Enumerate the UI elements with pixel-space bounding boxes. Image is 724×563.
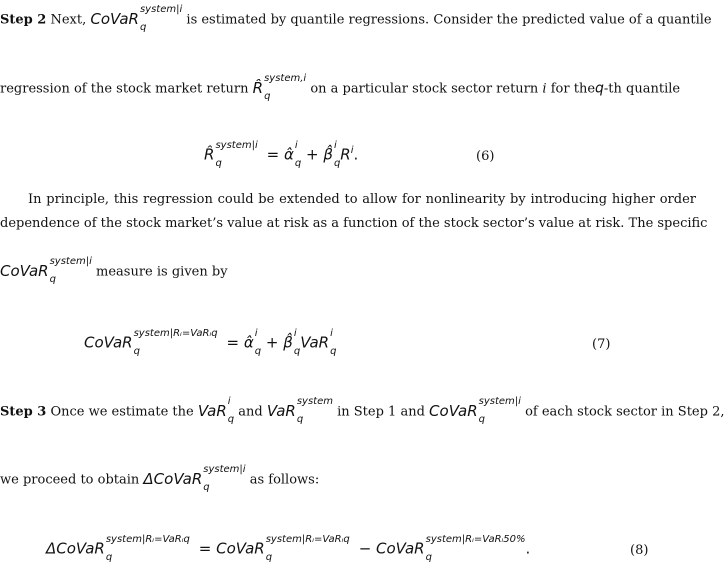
step2-line2-i: i [542,81,547,97]
step3-line-1: Step 3 Once we estimate the VaR i q and VaR system q in Step 1 and CoVaR system|i q of each stock sector in Step 2, [0,396,724,425]
equation-8: ΔCoVaR system|Rᵢ=VaRᵢq q = CoVaR system|Rᵢ=VaRᵢq q − CoVaR system|Rᵢ=VaRᵢ50% q . [46,534,531,563]
step3-line-2: we proceed to obtain ΔCoVaR system|i q as follows: [0,464,320,493]
para-line-3-text: measure is given by [96,264,228,280]
equation-7-number: (7) [592,337,611,352]
step2-line-1 [0,4,712,33]
step2-label: Step 2 [0,12,47,28]
r-hat-symbol: R̂ system,i q [252,73,307,102]
step2-line2-pre: regression of the stock market return [0,81,249,97]
step2-line2-mid: on a particular stock sector return [310,81,539,97]
equation-8-number: (8) [630,543,649,558]
equation-7: CoVaR system|Rᵢ=VaRᵢq q = α̂ i q + β̂ i q VaR i q [84,328,337,357]
para-line-2: dependence of the stock market’s value at risk as a function of the stock sector’s value at risk. The specific [0,216,708,231]
covar-symbol: CoVaR system|i q [90,4,183,33]
step2-line2-q: q [595,80,604,97]
para-line-3 [0,256,228,285]
step3-label: Step 3 [0,404,47,420]
equation-6-number: (6) [476,149,495,164]
equation-6: R̂ system|i q = α̂ i q + β̂ i q $R^i$. [204,140,359,169]
para-line-1: In principle, this regression could be extended to allow for nonlinearity by introducing higher order [28,192,696,207]
step2-line2-for: for the [550,81,596,97]
covar-symbol-2: CoVaR system|i q [0,256,92,285]
step2-text-post: is estimated by quantile regressions. Consider the predicted value of a quantile [186,12,712,28]
step2-text-pre: Next, [50,12,87,28]
step2-line2-post: -th quantile [603,81,681,97]
step2-line-2 [0,73,681,102]
